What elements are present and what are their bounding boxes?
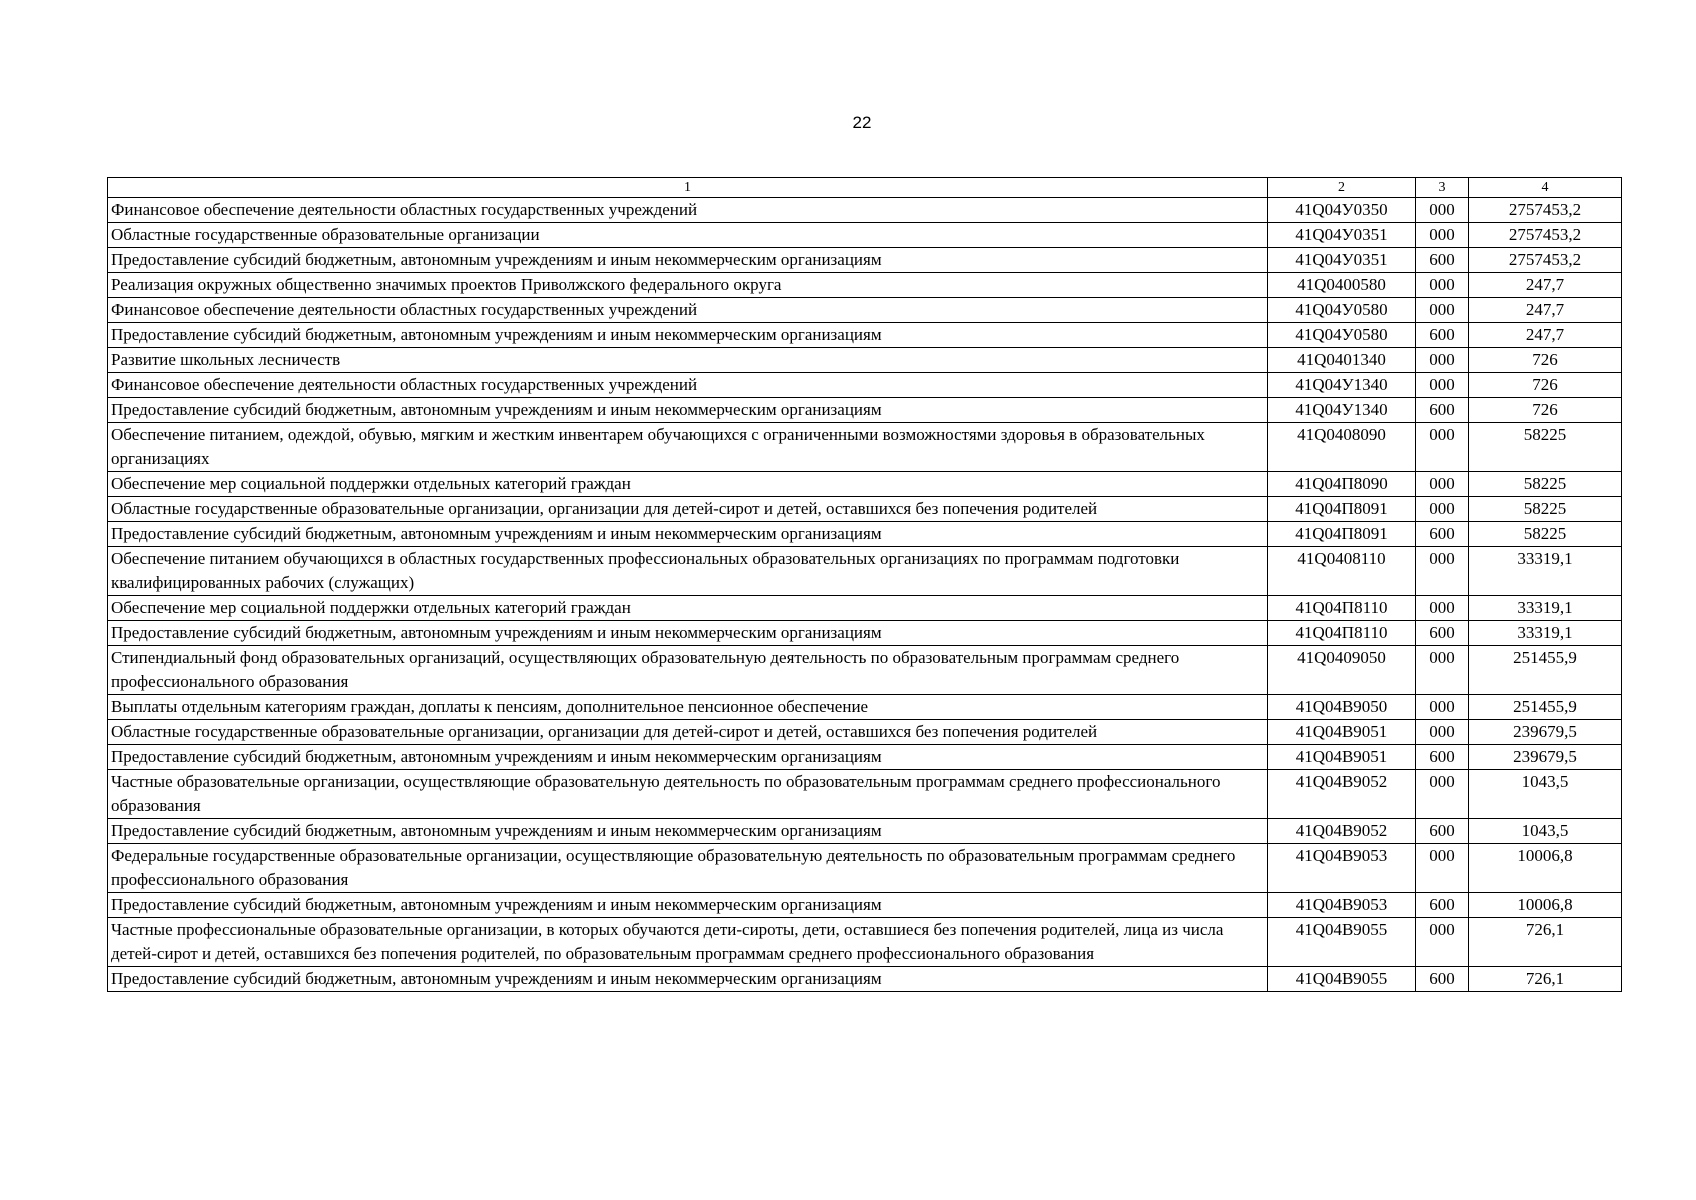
row-amount-cell: 251455,9: [1469, 646, 1622, 695]
row-type-cell: 000: [1416, 770, 1469, 819]
row-type-cell: 600: [1416, 248, 1469, 273]
row-type-cell: 000: [1416, 918, 1469, 967]
row-code-cell: 41Q0408110: [1268, 547, 1416, 596]
row-name-cell: Предоставление субсидий бюджетным, автономным учреждениям и иным некоммерческим организациям: [108, 323, 1268, 348]
row-type-cell: 000: [1416, 223, 1469, 248]
row-amount-cell: 239679,5: [1469, 745, 1622, 770]
column-header-2: 2: [1268, 178, 1416, 198]
row-name-cell: Предоставление субсидий бюджетным, автономным учреждениям и иным некоммерческим организациям: [108, 967, 1268, 992]
row-name-cell: Предоставление субсидий бюджетным, автономным учреждениям и иным некоммерческим организациям: [108, 398, 1268, 423]
row-type-cell: 000: [1416, 472, 1469, 497]
budget-table-body: [108, 178, 1622, 992]
table-row: [108, 198, 1622, 223]
row-name-cell: Частные профессиональные образовательные организации, в которых обучаются дети-сироты, дети, оставшиеся без попечения родителей, лица из числа детей-сирот и детей, оставшихся без попечения родителей, по образовательным программам среднего профессионального образования: [108, 918, 1268, 967]
table-row: [108, 770, 1622, 819]
row-amount-cell: 726: [1469, 398, 1622, 423]
row-amount-cell: 239679,5: [1469, 720, 1622, 745]
row-code-cell: 41Q04У0580: [1268, 323, 1416, 348]
row-code-cell: 41Q0408090: [1268, 423, 1416, 472]
row-name-cell: Выплаты отдельным категориям граждан, доплаты к пенсиям, дополнительное пенсионное обеспечение: [108, 695, 1268, 720]
row-name-cell: Федеральные государственные образовательные организации, осуществляющие образовательную деятельность по образовательным программам среднего профессионального образования: [108, 844, 1268, 893]
table-row: [108, 423, 1622, 472]
table-row: [108, 323, 1622, 348]
row-type-cell: 600: [1416, 967, 1469, 992]
row-type-cell: 000: [1416, 198, 1469, 223]
row-amount-cell: 726,1: [1469, 918, 1622, 967]
row-name-cell: Развитие школьных лесничеств: [108, 348, 1268, 373]
row-code-cell: 41Q04В9050: [1268, 695, 1416, 720]
row-name-cell: Предоставление субсидий бюджетным, автономным учреждениям и иным некоммерческим организациям: [108, 248, 1268, 273]
column-header-1: 1: [108, 178, 1268, 198]
row-type-cell: 000: [1416, 547, 1469, 596]
table-row: [108, 497, 1622, 522]
row-name-cell: Обеспечение питанием, одеждой, обувью, мягким и жестким инвентарем обучающихся с ограниченными возможностями здоровья в образовательных организациях: [108, 423, 1268, 472]
row-code-cell: 41Q0409050: [1268, 646, 1416, 695]
row-code-cell: 41Q04В9052: [1268, 770, 1416, 819]
row-type-cell: 000: [1416, 373, 1469, 398]
row-type-cell: 000: [1416, 497, 1469, 522]
row-amount-cell: 726: [1469, 348, 1622, 373]
row-name-cell: Предоставление субсидий бюджетным, автономным учреждениям и иным некоммерческим организациям: [108, 819, 1268, 844]
row-amount-cell: 2757453,2: [1469, 198, 1622, 223]
row-name-cell: Предоставление субсидий бюджетным, автономным учреждениям и иным некоммерческим организациям: [108, 621, 1268, 646]
table-row: [108, 273, 1622, 298]
row-amount-cell: 726,1: [1469, 967, 1622, 992]
row-name-cell: Областные государственные образовательные организации, организации для детей-сирот и детей, оставшихся без попечения родителей: [108, 720, 1268, 745]
table-row: [108, 918, 1622, 967]
row-type-cell: 600: [1416, 893, 1469, 918]
table-row: [108, 893, 1622, 918]
row-name-cell: Частные образовательные организации, осуществляющие образовательную деятельность по образовательным программам среднего профессионального образования: [108, 770, 1268, 819]
row-type-cell: 000: [1416, 273, 1469, 298]
table-row: [108, 695, 1622, 720]
column-header-3: 3: [1416, 178, 1469, 198]
row-code-cell: 41Q04В9052: [1268, 819, 1416, 844]
row-code-cell: 41Q04П8091: [1268, 497, 1416, 522]
row-amount-cell: 1043,5: [1469, 770, 1622, 819]
row-name-cell: Финансовое обеспечение деятельности областных государственных учреждений: [108, 373, 1268, 398]
row-code-cell: 41Q04В9053: [1268, 893, 1416, 918]
table-row: [108, 522, 1622, 547]
table-row: [108, 223, 1622, 248]
row-code-cell: 41Q04У0350: [1268, 198, 1416, 223]
table-row: [108, 967, 1622, 992]
row-code-cell: 41Q04У0351: [1268, 223, 1416, 248]
row-code-cell: 41Q04П8110: [1268, 621, 1416, 646]
row-code-cell: 41Q04П8110: [1268, 596, 1416, 621]
row-type-cell: 600: [1416, 323, 1469, 348]
table-header-row: [108, 178, 1622, 198]
row-name-cell: Предоставление субсидий бюджетным, автономным учреждениям и иным некоммерческим организациям: [108, 893, 1268, 918]
row-amount-cell: 247,7: [1469, 273, 1622, 298]
row-name-cell: Финансовое обеспечение деятельности областных государственных учреждений: [108, 198, 1268, 223]
row-code-cell: 41Q04У1340: [1268, 373, 1416, 398]
row-amount-cell: 58225: [1469, 472, 1622, 497]
row-name-cell: Стипендиальный фонд образовательных организаций, осуществляющих образовательную деятельность по образовательным программам среднего профессионального образования: [108, 646, 1268, 695]
row-amount-cell: 726: [1469, 373, 1622, 398]
row-type-cell: 000: [1416, 646, 1469, 695]
row-amount-cell: 58225: [1469, 497, 1622, 522]
row-amount-cell: 33319,1: [1469, 621, 1622, 646]
row-amount-cell: 33319,1: [1469, 596, 1622, 621]
row-type-cell: 000: [1416, 720, 1469, 745]
row-type-cell: 600: [1416, 621, 1469, 646]
row-code-cell: 41Q04В9051: [1268, 745, 1416, 770]
table-row: [108, 547, 1622, 596]
table-row: [108, 844, 1622, 893]
row-name-cell: Обеспечение питанием обучающихся в областных государственных профессиональных образовательных организациях по программам подготовки квалифицированных рабочих (служащих): [108, 547, 1268, 596]
row-amount-cell: 33319,1: [1469, 547, 1622, 596]
row-name-cell: Реализация окружных общественно значимых проектов Приволжского федерального округа: [108, 273, 1268, 298]
row-code-cell: 41Q04У0580: [1268, 298, 1416, 323]
row-type-cell: 600: [1416, 398, 1469, 423]
table-row: [108, 646, 1622, 695]
row-code-cell: 41Q04П8091: [1268, 522, 1416, 547]
page-number: 22: [852, 113, 872, 132]
table-row: [108, 621, 1622, 646]
column-header-4: 4: [1469, 178, 1622, 198]
row-code-cell: 41Q04В9055: [1268, 967, 1416, 992]
table-row: [108, 298, 1622, 323]
row-amount-cell: 247,7: [1469, 323, 1622, 348]
row-type-cell: 000: [1416, 348, 1469, 373]
row-code-cell: 41Q0400580: [1268, 273, 1416, 298]
row-name-cell: Предоставление субсидий бюджетным, автономным учреждениям и иным некоммерческим организациям: [108, 522, 1268, 547]
row-code-cell: 41Q04У1340: [1268, 398, 1416, 423]
table-row: [108, 248, 1622, 273]
table-row: [108, 819, 1622, 844]
row-amount-cell: 2757453,2: [1469, 248, 1622, 273]
row-type-cell: 600: [1416, 522, 1469, 547]
row-code-cell: 41Q0401340: [1268, 348, 1416, 373]
budget-table: [107, 177, 1622, 992]
row-type-cell: 000: [1416, 695, 1469, 720]
row-code-cell: 41Q04П8090: [1268, 472, 1416, 497]
row-name-cell: Областные государственные образовательные организации, организации для детей-сирот и детей, оставшихся без попечения родителей: [108, 497, 1268, 522]
table-row: [108, 720, 1622, 745]
row-name-cell: Финансовое обеспечение деятельности областных государственных учреждений: [108, 298, 1268, 323]
table-row: [108, 472, 1622, 497]
row-code-cell: 41Q04В9053: [1268, 844, 1416, 893]
row-amount-cell: 10006,8: [1469, 844, 1622, 893]
table-row: [108, 596, 1622, 621]
row-amount-cell: 1043,5: [1469, 819, 1622, 844]
row-amount-cell: 247,7: [1469, 298, 1622, 323]
row-amount-cell: 58225: [1469, 522, 1622, 547]
row-amount-cell: 10006,8: [1469, 893, 1622, 918]
row-type-cell: 000: [1416, 423, 1469, 472]
row-type-cell: 000: [1416, 596, 1469, 621]
row-name-cell: Обеспечение мер социальной поддержки отдельных категорий граждан: [108, 596, 1268, 621]
row-type-cell: 000: [1416, 844, 1469, 893]
row-amount-cell: 251455,9: [1469, 695, 1622, 720]
row-type-cell: 000: [1416, 298, 1469, 323]
row-code-cell: 41Q04У0351: [1268, 248, 1416, 273]
row-type-cell: 600: [1416, 745, 1469, 770]
table-row: [108, 373, 1622, 398]
table-row: [108, 745, 1622, 770]
row-amount-cell: 2757453,2: [1469, 223, 1622, 248]
row-code-cell: 41Q04В9055: [1268, 918, 1416, 967]
row-type-cell: 600: [1416, 819, 1469, 844]
row-name-cell: Предоставление субсидий бюджетным, автономным учреждениям и иным некоммерческим организациям: [108, 745, 1268, 770]
table-row: [108, 348, 1622, 373]
row-name-cell: Обеспечение мер социальной поддержки отдельных категорий граждан: [108, 472, 1268, 497]
table-row: [108, 398, 1622, 423]
row-code-cell: 41Q04В9051: [1268, 720, 1416, 745]
row-name-cell: Областные государственные образовательные организации: [108, 223, 1268, 248]
row-amount-cell: 58225: [1469, 423, 1622, 472]
